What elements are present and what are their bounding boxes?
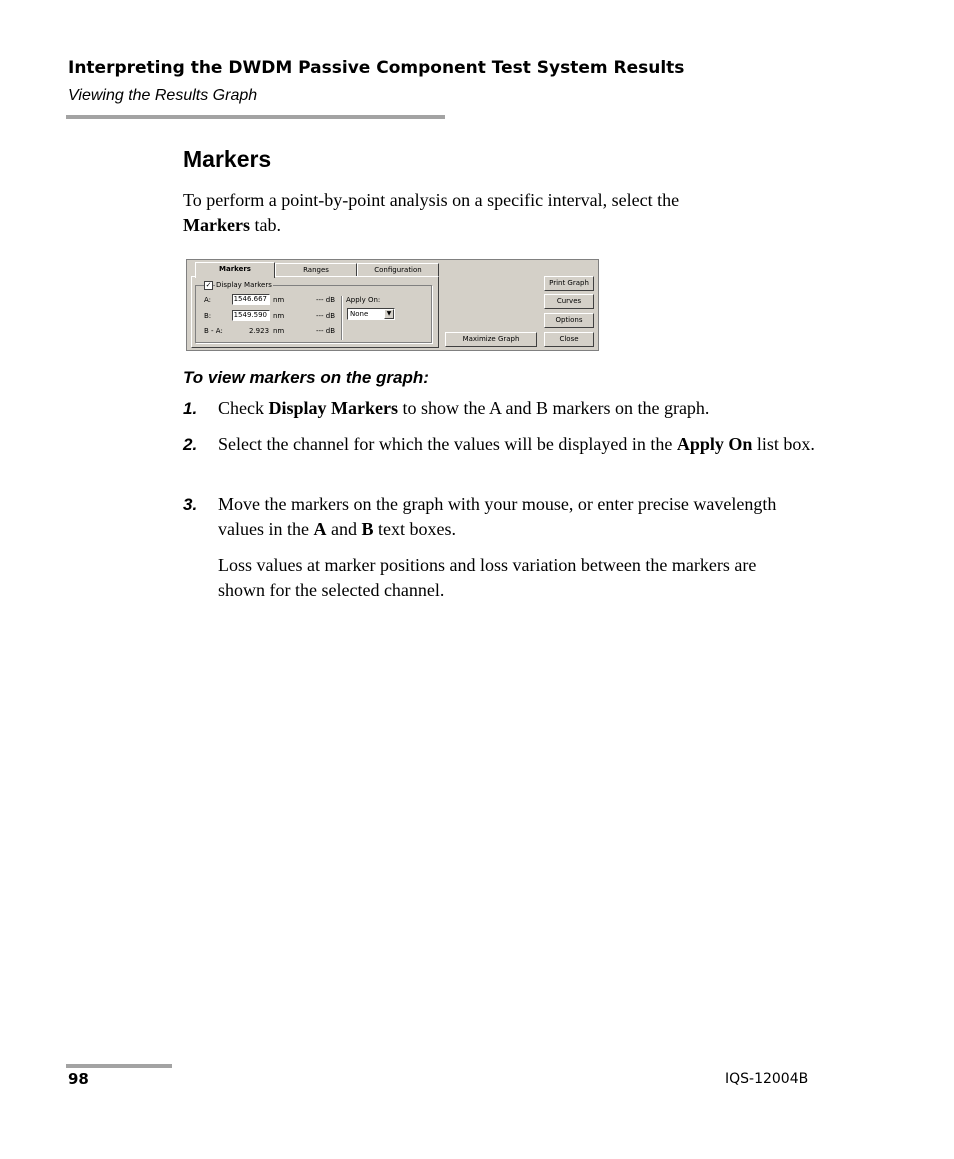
step-1-text-a: Check xyxy=(218,398,269,418)
marker-delta-label: B - A: xyxy=(204,327,223,335)
intro-paragraph xyxy=(183,188,823,238)
marker-b-input[interactable]: 1549.590 xyxy=(232,310,270,321)
chevron-down-icon[interactable]: ▼ xyxy=(384,309,394,319)
procedure-title: To view markers on the graph: xyxy=(183,368,429,387)
apply-on-select[interactable] xyxy=(347,308,395,320)
step-3-bold-b: B xyxy=(361,519,374,539)
step-2-text xyxy=(218,432,818,457)
running-header-subtitle: Viewing the Results Graph xyxy=(68,87,258,104)
step-2-text-b: list box. xyxy=(752,434,815,454)
tab-ranges[interactable]: Ranges xyxy=(275,263,357,277)
section-title: Markers xyxy=(183,146,272,172)
display-markers-checkbox[interactable]: ✓ xyxy=(205,281,212,289)
step-3-result: Loss values at marker positions and loss variation between the markers are shown for the selected channel. xyxy=(218,555,757,600)
step-1-text xyxy=(218,396,818,421)
running-header-title: Interpreting the DWDM Passive Component Test System Results xyxy=(68,58,685,78)
step-3-text xyxy=(218,492,798,542)
marker-a-input[interactable]: 1546.667 xyxy=(232,294,270,305)
step-3-number: 3. xyxy=(183,495,198,514)
step-1-bold: Display Markers xyxy=(268,398,398,418)
intro-text: To perform a point-by-point analysis on a specific interval, select the xyxy=(183,190,680,210)
print-graph-button[interactable]: Print Graph xyxy=(544,276,594,291)
options-button[interactable]: Options xyxy=(544,313,594,328)
display-markers-group xyxy=(195,285,432,343)
step-2-bold: Apply On xyxy=(676,434,753,454)
marker-delta-loss: --- dB xyxy=(316,327,336,335)
marker-a-label: A: xyxy=(204,296,212,304)
marker-b-unit: nm xyxy=(273,312,285,320)
apply-on-value: None xyxy=(350,310,369,318)
curves-button[interactable]: Curves xyxy=(544,294,594,309)
document-id: IQS-12004B xyxy=(725,1071,809,1087)
step-1-number: 1. xyxy=(183,399,198,418)
marker-b-label: B: xyxy=(204,312,212,320)
step-2-text-a: Select the channel for which the values will be displayed in the xyxy=(218,434,677,454)
step-1-text-b: to show the A and B markers on the graph. xyxy=(397,398,710,418)
footer-rule xyxy=(66,1064,172,1068)
intro-text-end: tab. xyxy=(249,215,281,235)
marker-delta-value: 2.923 xyxy=(249,327,270,335)
close-button[interactable]: Close xyxy=(544,332,594,347)
marker-b-loss: --- dB xyxy=(316,312,336,320)
step-3-text-b: and xyxy=(326,519,362,539)
display-markers-label: Display Markers xyxy=(216,281,272,289)
header-rule xyxy=(66,115,445,119)
step-3-text-c: text boxes. xyxy=(373,519,456,539)
apply-on-label: Apply On: xyxy=(346,296,381,304)
intro-bold: Markers xyxy=(183,215,250,235)
tab-markers[interactable]: Markers xyxy=(195,262,275,278)
markers-dialog-screenshot xyxy=(186,259,599,351)
marker-a-unit: nm xyxy=(273,296,285,304)
marker-delta-unit: nm xyxy=(273,327,285,335)
group-separator xyxy=(341,296,342,340)
marker-a-loss: --- dB xyxy=(316,296,336,304)
step-3-text-a: Move the markers on the graph with your mouse, or enter precise wavelength values in the xyxy=(218,494,777,539)
step-2-number: 2. xyxy=(183,435,198,454)
step-3-bold-a: A xyxy=(313,519,327,539)
tab-configuration[interactable]: Configuration xyxy=(357,263,439,277)
maximize-graph-button[interactable]: Maximize Graph xyxy=(445,332,537,347)
page-number: 98 xyxy=(68,1070,89,1088)
